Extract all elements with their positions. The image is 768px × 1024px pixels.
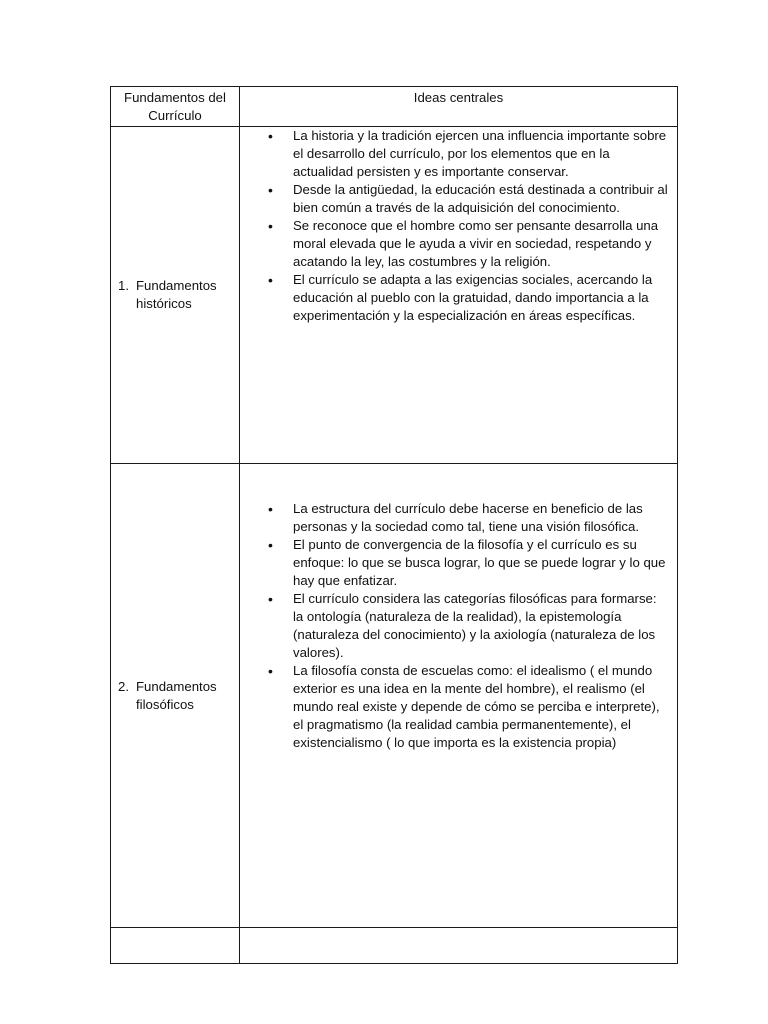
empty-cell (240, 928, 678, 964)
list-item: • El currículo se adapta a las exigencias sociales, acercando la educación al pueblo con la gratuidad, dando importancia a la experimentación y la especialización en áreas específicas. (240, 271, 669, 325)
curriculum-table (110, 86, 678, 964)
list-item: • La filosofía consta de escuelas como: el idealismo ( el mundo exterior es una idea en la mente del hombre), el realismo (el mundo real existe y depende de cómo se perciba e interprete), el pragmatismo (la realidad cambia permanentemente), el existencialismo ( lo que importa es la existencia propia) (240, 662, 669, 752)
list-item: • El currículo considera las categorías filosóficas para formarse: la ontología (naturaleza de la realidad), la epistemología (naturaleza del conocimiento) y la axiología (naturaleza de los valores). (240, 590, 669, 662)
row-label (136, 277, 239, 313)
numbered-label (111, 277, 239, 313)
ideas-list (240, 127, 677, 325)
list-item: • La historia y la tradición ejercen una influencia importante sobre el desarrollo del currículo, por los elementos que en la actualidad persisten y es importante conservar. (240, 127, 669, 181)
header-fundamentos-line2: Currículo (148, 108, 202, 123)
numbered-label (111, 678, 239, 714)
row-number: 1. (118, 278, 129, 293)
ideas-list (240, 500, 677, 752)
row-ideas-cell (240, 464, 678, 928)
header-fundamentos-line1: Fundamentos del (124, 90, 226, 105)
list-item: • La estructura del currículo debe hacerse en beneficio de las personas y la sociedad como tal, tiene una visión filosófica. (240, 500, 669, 536)
row-label-line1: Fundamentos (136, 678, 217, 694)
row-number: 2. (118, 678, 129, 694)
list-item: • Desde la antigüedad, la educación está destinada a contribuir al bien común a través de la adquisición del conocimiento. (240, 181, 669, 217)
table-header-row (111, 87, 678, 127)
row-ideas-cell (240, 127, 678, 464)
row-label-line2: históricos (136, 296, 192, 311)
table-row (111, 127, 678, 464)
row-label-cell (111, 464, 240, 928)
table-row (111, 464, 678, 928)
row-label-line2: filosóficos (136, 696, 194, 712)
empty-cell (111, 928, 240, 964)
list-item: • Se reconoce que el hombre como ser pensante desarrolla una moral elevada que le ayuda a vivir en sociedad, respetando y acatando la ley, las costumbres y la religión. (240, 217, 669, 271)
table-row-empty (111, 928, 678, 964)
header-cell-ideas (240, 87, 678, 127)
list-item: • El punto de convergencia de la filosofía y el currículo es su enfoque: lo que se busca lograr, lo que se puede lograr y lo que hay que enfatizar. (240, 536, 669, 590)
header-ideas: Ideas centrales (413, 90, 504, 105)
row-label-cell (111, 127, 240, 464)
header-cell-fundamentos (111, 87, 240, 127)
row-label (136, 678, 239, 714)
row-label-line1: Fundamentos (136, 278, 217, 293)
